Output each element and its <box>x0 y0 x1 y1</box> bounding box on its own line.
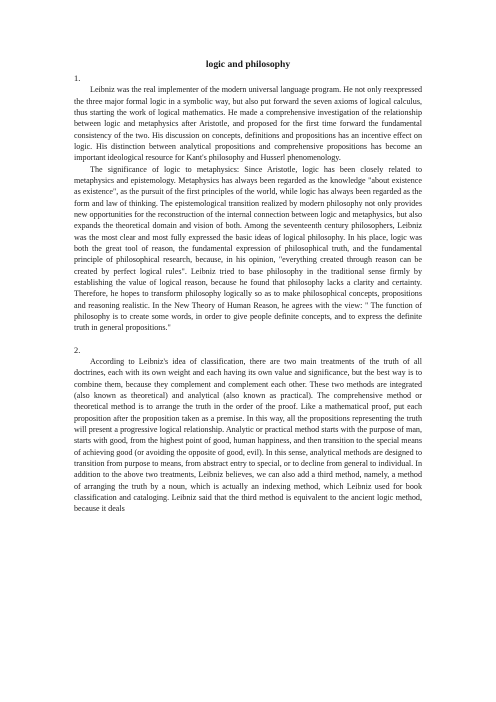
section-number: 1. <box>74 74 81 83</box>
document-body <box>74 58 422 515</box>
section-number: 2. <box>74 345 81 355</box>
document-title: logic and philosophy <box>205 59 291 70</box>
paragraph: According to Leibniz's idea of classification, there are two main treatments of the truth of all doctrines, each with its own weight and each having its own value and significance, but the best way is to combine them, because they complement and complement each other. These two methods are integrated (also known as theoretical) and analytical (also known as practical). The comprehensive method or theoretical method is to arrange the truth in the order of the proof. Like a mathematical proof, put each proposition after the proposition taken as a premise. In this way, all the propositions representing the truth will present a progressive logical relationship. Analytic or practical method starts with the purpose of man, starts with good, from the highest point of good, human happiness, and then transition to the special means of achieving good (or avoiding the opposite of good, evil). In this sense, analytical methods are designed to transition from purpose to means, from abstract entry to special, or to decline from general to individual. In addition to the above two treatments, Leibniz believes, we can also add a third method, namely, a method of arranging the truth by a noun, which is actually an indexing method, which Leibniz used for book classification and cataloging. Leibniz said that the third method is equivalent to the ancient logic method, because it deals <box>74 356 422 514</box>
paragraph: Leibniz was the real implementer of the modern universal language program. He not only reexpressed the three major formal logic in a symbolic way, but also put forward the seven axioms of logical calculus, thus starting the work of logical mathematics. He made a comprehensive investigation of the relationship between logic and metaphysics after Aristotle, and proposed for the first time forward the fundamental consistency of the two. His discussion on concepts, definitions and propositions has an incentive effect on logic. His distinction between analytical propositions and comprehensive propositions has become an important ideological resource for Kant's philosophy and Husserl phenomenology. <box>74 85 422 163</box>
section-spacer <box>74 334 422 345</box>
paragraph: The significance of logic to metaphysics: Since Aristotle, logic has been closely related to metaphysics and epistemology. Metaphysics has always been regarded as the knowledge "about existence as existence", as the pursuit of the first principles of the world, while logic has always been regarded as the form and law of thinking. The epistemological transition realized by modern philosophy not only provides new opportunities for the reconstruction of the internal connection between logic and metaphysics, but also expands the theoretical domain and vision of both. Among the seventeenth century philosophers, Leibniz was the most clear and most fully expressed the basic ideas of logical philosophy. In his place, logic was both the great tool of reason, the fundamental expression of philosophical truth, and the fundamental principle of philosophical research, because, in his opinion, "everything created through reason can be created by perfect logical rules". Leibniz tried to base philosophy in the traditional sense firmly by establishing the value of logical reason, because he found that philosophy lacks a clarity and certainty. Therefore, he hopes to transform philosophy logically so as to make philosophical concepts, propositions and reasoning realistic. In the New Theory of Human Reason, he agrees with the view: " The function of philosophy is to create some words, in order to give people definite concepts, and to express the definite truth in general propositions." <box>74 164 422 333</box>
